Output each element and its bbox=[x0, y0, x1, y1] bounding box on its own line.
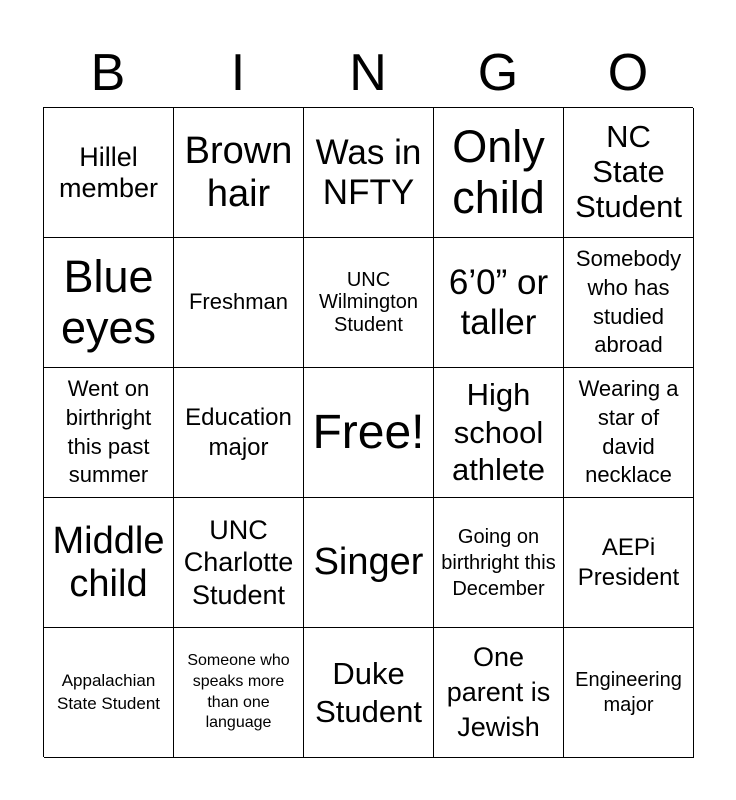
bingo-cell-r5c2[interactable] bbox=[174, 628, 304, 758]
bingo-cell-r1c1[interactable] bbox=[44, 108, 174, 238]
bingo-cell-r1c2[interactable] bbox=[174, 108, 304, 238]
bingo-cell-r3c3[interactable] bbox=[304, 368, 434, 498]
bingo-cell-r3c2[interactable] bbox=[174, 368, 304, 498]
bingo-cell-label: Blue eyes bbox=[60, 251, 157, 353]
bingo-cell-r1c3[interactable] bbox=[304, 108, 434, 238]
bingo-cell-label: Someone who speaks more than one language bbox=[187, 651, 290, 732]
bingo-cell-r5c4[interactable] bbox=[434, 628, 564, 758]
bingo-cell-label: UNC Charlotte Student bbox=[183, 514, 294, 610]
bingo-card-grid bbox=[43, 107, 693, 757]
bingo-cell-label: Brown hair bbox=[184, 129, 293, 215]
bingo-cell-label: NC State Student bbox=[575, 119, 682, 224]
bingo-cell-label: Duke Student bbox=[315, 655, 422, 729]
bingo-cell-r5c5[interactable] bbox=[564, 628, 694, 758]
bingo-cell-r3c1[interactable] bbox=[44, 368, 174, 498]
bingo-cell-label: High school athlete bbox=[451, 376, 546, 488]
bingo-cell-r3c4[interactable] bbox=[434, 368, 564, 498]
header-letter-o: O bbox=[607, 44, 649, 102]
bingo-cell-label: 6’0” or taller bbox=[448, 263, 549, 342]
bingo-header bbox=[43, 40, 693, 106]
header-letter-i: I bbox=[230, 44, 246, 102]
bingo-cell-label: Appalachian State Student bbox=[56, 671, 161, 713]
bingo-cell-r5c1[interactable] bbox=[44, 628, 174, 758]
bingo-cell-label: Singer bbox=[313, 541, 424, 584]
bingo-cell-r5c3[interactable] bbox=[304, 628, 434, 758]
bingo-cell-label: Education major bbox=[185, 403, 292, 461]
bingo-cell-r4c4[interactable] bbox=[434, 498, 564, 628]
bingo-cell-label: One parent is Jewish bbox=[446, 641, 551, 743]
bingo-cell-r2c2[interactable] bbox=[174, 238, 304, 368]
bingo-cell-label: Middle child bbox=[52, 519, 165, 605]
header-letter-n: N bbox=[349, 44, 387, 102]
bingo-cell-label: AEPi President bbox=[577, 533, 680, 591]
bingo-cell-r4c5[interactable] bbox=[564, 498, 694, 628]
bingo-cell-r2c3[interactable] bbox=[304, 238, 434, 368]
header-letter-g: G bbox=[477, 44, 519, 102]
bingo-cell-label: Only child bbox=[452, 121, 545, 223]
bingo-cell-r1c5[interactable] bbox=[564, 108, 694, 238]
bingo-cell-label: Going on birthright this December bbox=[441, 525, 556, 600]
bingo-cell-r3c5[interactable] bbox=[564, 368, 694, 498]
bingo-cell-label: Wearing a star of david necklace bbox=[578, 376, 679, 488]
bingo-cell-r4c2[interactable] bbox=[174, 498, 304, 628]
bingo-cell-label: UNC Wilmington Student bbox=[319, 268, 418, 336]
bingo-cell-r2c5[interactable] bbox=[564, 238, 694, 368]
bingo-cell-label: Was in NFTY bbox=[315, 133, 422, 212]
bingo-cell-label: Somebody who has studied abroad bbox=[575, 246, 682, 358]
bingo-cell-label: Freshman bbox=[188, 289, 289, 315]
bingo-cell-r2c1[interactable] bbox=[44, 238, 174, 368]
bingo-cell-r2c4[interactable] bbox=[434, 238, 564, 368]
bingo-cell-r4c1[interactable] bbox=[44, 498, 174, 628]
bingo-cell-r1c4[interactable] bbox=[434, 108, 564, 238]
bingo-cell-label: Hillel member bbox=[58, 142, 159, 203]
bingo-cell-label: Engineering major bbox=[575, 668, 682, 716]
bingo-cell-label: Went on birthright this past summer bbox=[65, 376, 152, 488]
header-letter-b: B bbox=[90, 44, 126, 102]
bingo-cell-r4c3[interactable] bbox=[304, 498, 434, 628]
free-space: Free! bbox=[312, 405, 425, 459]
